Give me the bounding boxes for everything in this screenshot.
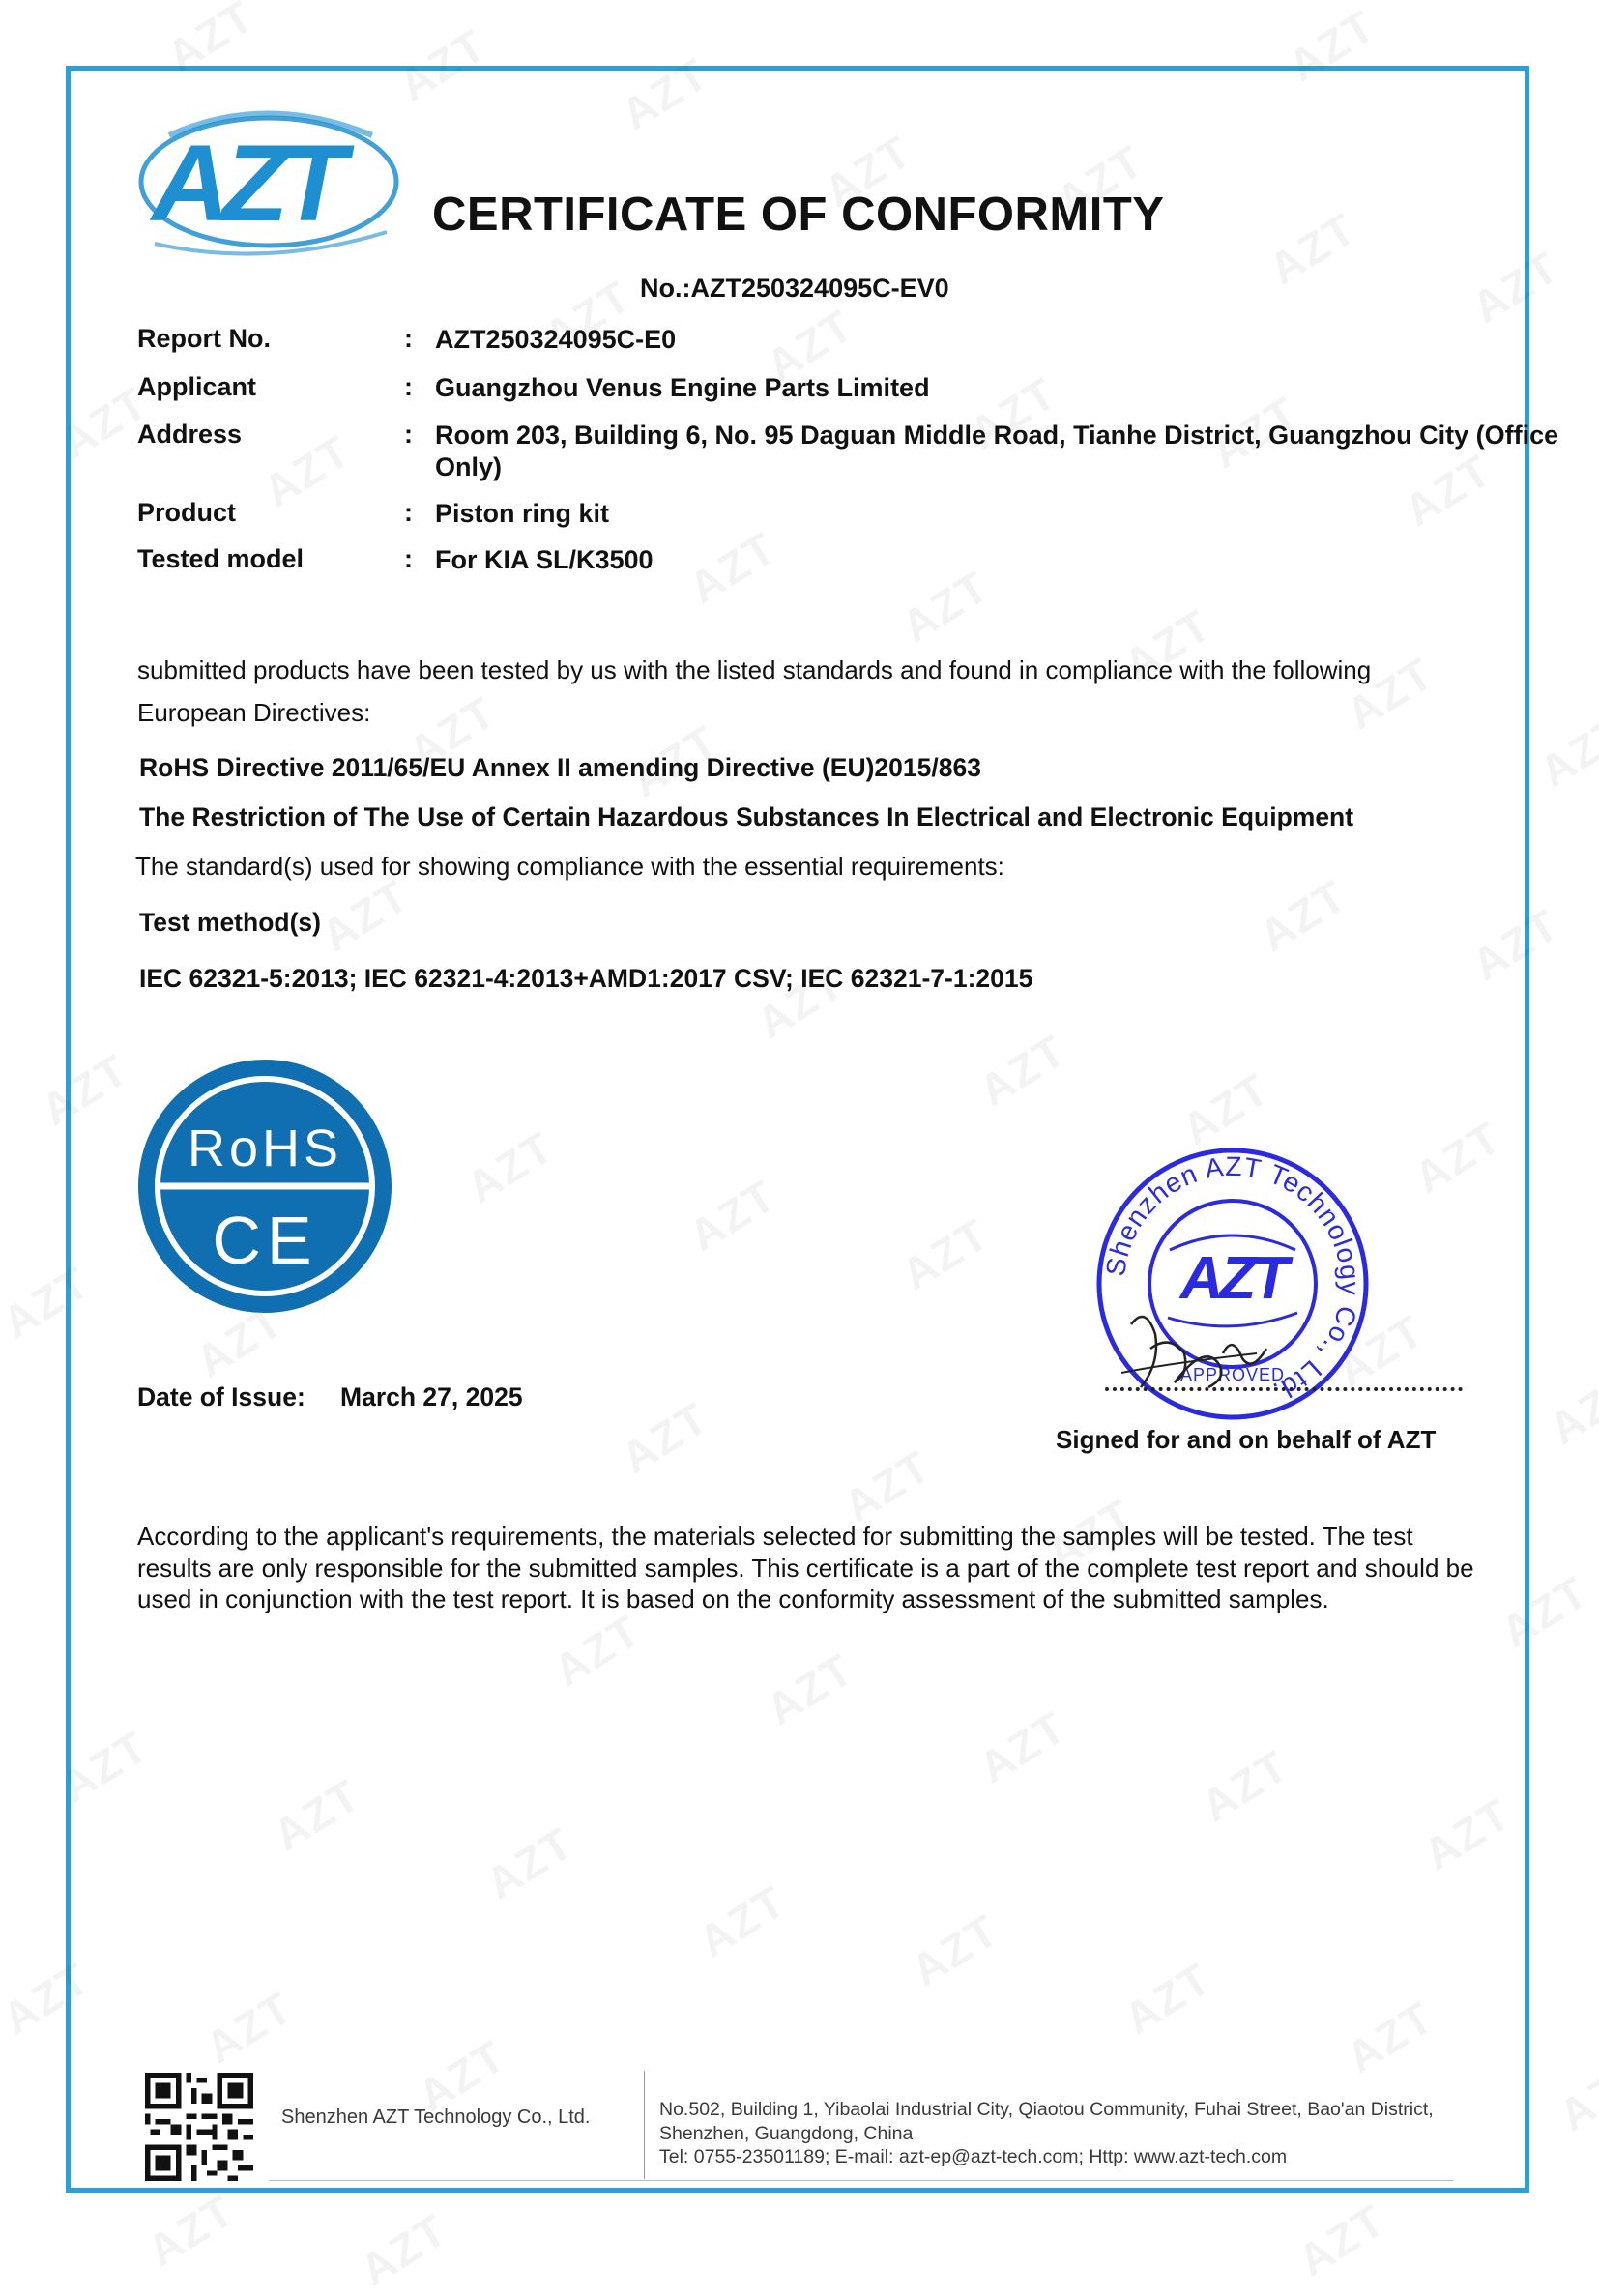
azt-logo [131,97,406,261]
restriction-text: The Restriction of The Use of Certain Hazardous Substances In Electrical and Electronic Equipment [139,802,1354,831]
directive-text: RoHS Directive 2011/65/EU Annex II amending Directive (EU)2015/863 [139,753,981,782]
signature-line [1105,1387,1463,1391]
watermark [1289,2194,1395,2286]
detail-colon: : [404,372,413,401]
detail-colon: : [404,324,413,353]
detail-label: Address [137,420,243,449]
footer-address: No.502, Building 1, Yibaolai Industrial City, Qiaotou Community, Fuhai Street, Bao'an District, Shenzhen, Guangdong, China [659,2099,1434,2144]
stamp-ring-text: Shenzhen AZT Technology Co., Ltd. [1100,1150,1366,1409]
footer-address-block [659,2098,1510,2169]
disclaimer-text: According to the applicant's requirements, the materials selected for submitting the samples will be tested. The test results are only responsible for the submitted samples. This certificate is a part of the complete test report and should be used in conjunction with the test report. It is based on the conformity assessment of the submitted samples. [137,1522,1474,1613]
intro-text: submitted products have been tested by us with the listed standards and found in compliance with the following European Directives: [137,655,1372,727]
signature-icon [1112,1295,1276,1402]
detail-colon: : [404,420,413,449]
rohs-ce-mark-icon [135,1057,394,1316]
footer-rule [269,2180,1453,2181]
ce-label: CE [212,1203,318,1278]
detail-value: AZT250324095C-E0 [435,325,677,354]
qr-code-icon [145,2073,253,2181]
issue-date-value: March 27, 2025 [340,1382,523,1411]
stamp-approved-text: APPROVED [1179,1365,1286,1384]
detail-label: Tested model [137,544,305,573]
stamp-center-text: AZT [1179,1245,1286,1312]
footer-company-name: Shenzhen AZT Technology Co., Ltd. [281,2107,591,2128]
detail-label: Product [137,498,237,527]
detail-value: Room 203, Building 6, No. 95 Daguan Middle Road, Tianhe District, Guangzhou City (Office Only) [435,421,1559,481]
certificate-title: CERTIFICATE OF CONFORMITY [432,189,1165,241]
detail-label: Applicant [137,372,257,401]
svg-text:AZT: AZT [152,123,339,244]
watermark [1540,1362,1599,1455]
detail-value: For KIA SL/K3500 [435,545,654,574]
issue-date-label: Date of Issue: [137,1382,305,1411]
watermark [1530,705,1599,798]
test-method-heading: Test method(s) [139,908,321,937]
certificate-number: No.:AZT250324095C-EV0 [640,274,949,303]
detail-label: Report No. [137,324,271,353]
watermark [138,2184,245,2277]
watermark [1550,2049,1599,2141]
watermark [351,2203,457,2296]
detail-value: Guangzhou Venus Engine Parts Limited [435,373,930,402]
standards-intro: The standard(s) used for showing compliance with the essential requirements: [135,852,1004,881]
test-methods: IEC 62321-5:2013; IEC 62321-4:2013+AMD1:2017 CSV; IEC 62321-7-1:2015 [139,964,1033,993]
detail-colon: : [404,544,413,573]
rohs-label: RoHS [187,1119,343,1177]
signature-caption: Signed for and on behalf of AZT [1056,1425,1437,1454]
detail-colon: : [404,498,413,527]
footer-contact: Tel: 0755-23501189; E-mail: azt-ep@azt-tech.com; Http: www.azt-tech.com [659,2146,1288,2167]
footer-divider [644,2071,645,2179]
detail-value: Piston ring kit [435,499,610,528]
